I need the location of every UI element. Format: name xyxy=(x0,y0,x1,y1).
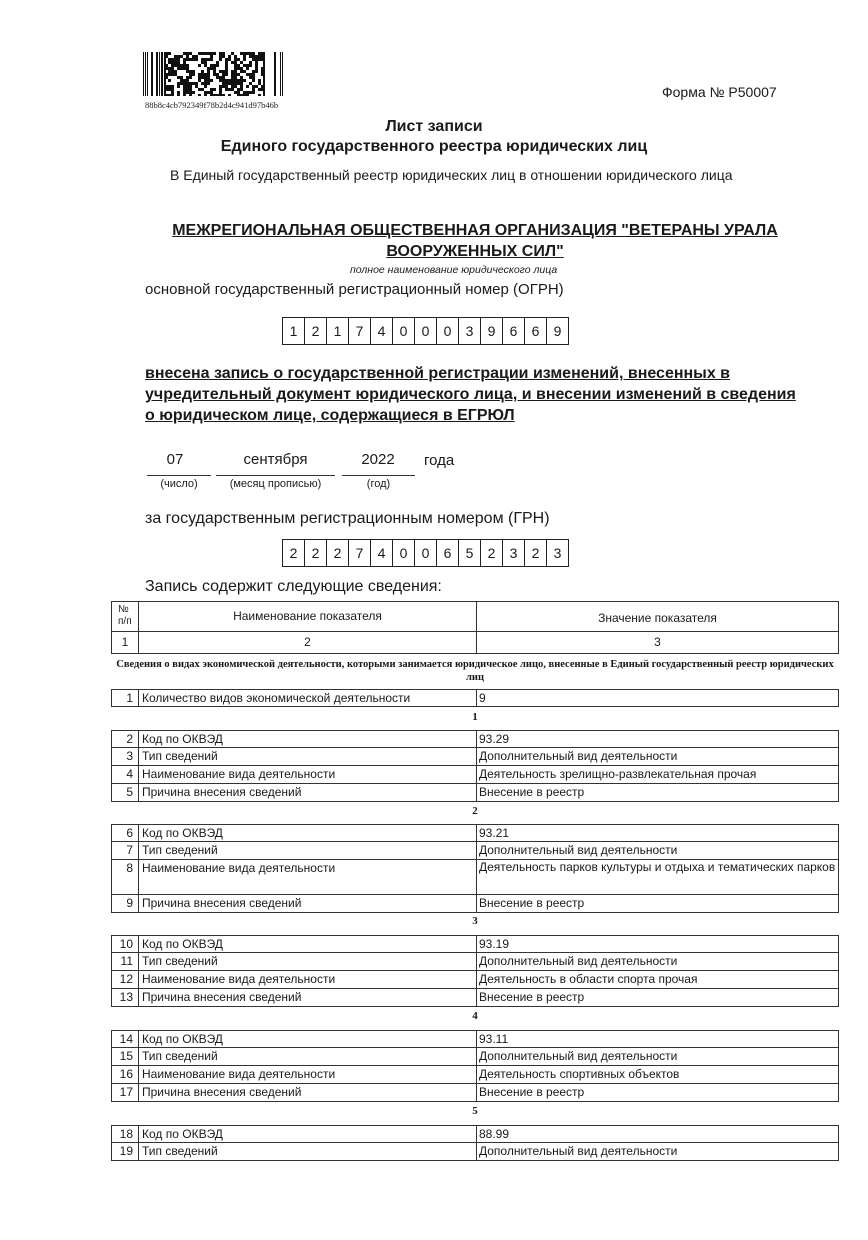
grn-label: за государственным регистрационным номером (ГРН) xyxy=(145,510,550,527)
grn-digit: 3 xyxy=(553,545,562,561)
row-value: Внесение в реестр xyxy=(477,784,839,802)
table-header xyxy=(111,601,839,632)
grn-digit: 2 xyxy=(283,540,305,566)
ogrn-digit: 6 xyxy=(525,318,547,344)
row-value: Дополнительный вид деятельности xyxy=(477,748,839,766)
row-name: Тип сведений xyxy=(139,1143,477,1161)
ogrn-digit: 0 xyxy=(437,318,459,344)
ogrn-number xyxy=(282,317,569,345)
row-number: 2 xyxy=(111,730,139,748)
table-row xyxy=(111,1084,839,1102)
table-row xyxy=(111,766,839,784)
row-number: 9 xyxy=(111,895,139,913)
row-number: 17 xyxy=(111,1084,139,1102)
row-value: Дополнительный вид деятельности xyxy=(477,953,839,971)
ogrn-digit: 1 xyxy=(327,318,349,344)
grn-digit: 0 xyxy=(415,540,437,566)
table-row xyxy=(111,784,839,802)
column-number-header: № п/п xyxy=(111,601,139,632)
contents-heading: Запись содержит следующие сведения: xyxy=(145,578,442,595)
group-label: 4 xyxy=(472,1010,478,1022)
barcode-image xyxy=(143,52,283,96)
row-value: Деятельность в области спорта прочая xyxy=(477,971,839,989)
row-name: Причина внесения сведений xyxy=(139,1084,477,1102)
row-value: Деятельность парков культуры и отдыха и тематических парков xyxy=(477,860,839,895)
row-name: Наименование вида деятельности xyxy=(139,971,477,989)
row-value: 88.99 xyxy=(477,1125,839,1143)
month-underline xyxy=(216,475,335,476)
ogrn-digit: 0 xyxy=(415,318,437,344)
ogrn-digit: 2 xyxy=(305,318,327,344)
section-title: Сведения о видах экономической деятельности, которыми занимается юридическое лицо, внесенные в Единый государственный реестр юридических лиц xyxy=(116,659,834,683)
row-number: 15 xyxy=(111,1048,139,1066)
row-name: Тип сведений xyxy=(139,953,477,971)
ogrn-digit: 9 xyxy=(481,318,503,344)
ogrn-digit: 6 xyxy=(503,318,525,344)
row-value: Дополнительный вид деятельности xyxy=(477,842,839,860)
grn-digit: 2 xyxy=(327,540,349,566)
organization-name-caption: полное наименование юридического лица xyxy=(350,264,558,276)
index-cell: 3 xyxy=(477,632,839,654)
grn-digit: 0 xyxy=(393,540,415,566)
table-row xyxy=(111,730,839,748)
row-number: 1 xyxy=(111,689,139,707)
document-title: Лист записи xyxy=(385,118,483,135)
grn-digit: 2 xyxy=(525,540,547,566)
row-number: 3 xyxy=(111,748,139,766)
table-row xyxy=(111,1125,839,1143)
grn-digit: 2 xyxy=(481,540,503,566)
table-row xyxy=(111,989,839,1007)
ogrn-digit: 3 xyxy=(459,318,481,344)
group-label: 2 xyxy=(472,805,478,817)
ogrn-digit: 7 xyxy=(349,318,371,344)
row-name: Тип сведений xyxy=(139,748,477,766)
row-value: Внесение в реестр xyxy=(477,1084,839,1102)
row-value: 93.29 xyxy=(477,730,839,748)
day-underline xyxy=(147,475,211,476)
table-row xyxy=(111,842,839,860)
year-word: года xyxy=(424,452,455,469)
row-number: 18 xyxy=(111,1125,139,1143)
row-number: 5 xyxy=(111,784,139,802)
row-number: 10 xyxy=(111,935,139,953)
grn-number xyxy=(282,539,569,567)
row-number: 7 xyxy=(111,842,139,860)
column-value-header: Значение показателя xyxy=(477,601,839,632)
row-name: Наименование вида деятельности xyxy=(139,860,477,895)
table-row xyxy=(111,895,839,913)
record-month: сентября xyxy=(243,451,308,468)
form-number: Форма № Р50007 xyxy=(662,84,777,100)
row-number: 12 xyxy=(111,971,139,989)
row-number: 8 xyxy=(111,860,139,895)
table-row xyxy=(111,860,839,895)
row-number: 4 xyxy=(111,766,139,784)
row-value: Дополнительный вид деятельности xyxy=(477,1143,839,1161)
month-caption: (месяц прописью) xyxy=(229,478,322,490)
table-row xyxy=(111,953,839,971)
document-subtitle: Единого государственного реестра юридических лиц xyxy=(220,138,648,155)
day-caption: (число) xyxy=(160,478,198,490)
row-value: Внесение в реестр xyxy=(477,895,839,913)
grn-digit: 7 xyxy=(349,540,371,566)
table-row xyxy=(111,1066,839,1084)
row-name: Количество видов экономической деятельности xyxy=(139,689,477,707)
group-label: 1 xyxy=(472,711,478,723)
grn-digit: 2 xyxy=(305,540,327,566)
row-name: Код по ОКВЭД xyxy=(139,935,477,953)
table-row xyxy=(111,1048,839,1066)
group-label: 5 xyxy=(472,1105,478,1117)
intro-text: В Единый государственный реестр юридических лиц в отношении юридического лица xyxy=(170,167,733,183)
ogrn-digit: 4 xyxy=(371,318,393,344)
record-description: внесена запись о государственной регистрации изменений, внесенных в учредительный документ юридического лица, и внесении изменений в сведения о юридическом лице, содержащиеся в ЕГРЮЛ xyxy=(145,365,796,424)
row-number: 6 xyxy=(111,824,139,842)
table-row xyxy=(111,748,839,766)
ogrn-digit: 9 xyxy=(553,323,562,339)
table-index-row xyxy=(111,632,839,654)
organization-name: МЕЖРЕГИОНАЛЬНАЯ ОБЩЕСТВЕННАЯ ОРГАНИЗАЦИЯ "ВЕТЕРАНЫ УРАЛА ВООРУЖЕННЫХ СИЛ" xyxy=(172,222,778,260)
table-row xyxy=(111,824,839,842)
row-name: Код по ОКВЭД xyxy=(139,1030,477,1048)
row-name: Причина внесения сведений xyxy=(139,784,477,802)
row-value: 93.19 xyxy=(477,935,839,953)
row-value: Деятельность зрелищно-развлекательная прочая xyxy=(477,766,839,784)
index-cell: 2 xyxy=(139,632,477,654)
row-name: Причина внесения сведений xyxy=(139,989,477,1007)
barcode-text: 88b8c4cb792349f78b2d4c941d97b46b xyxy=(145,100,279,110)
row-name: Наименование вида деятельности xyxy=(139,1066,477,1084)
ogrn-digit: 0 xyxy=(393,318,415,344)
row-name: Наименование вида деятельности xyxy=(139,766,477,784)
row-name: Тип сведений xyxy=(139,842,477,860)
index-cell: 1 xyxy=(111,632,139,654)
table-row xyxy=(111,1143,839,1161)
row-value: Внесение в реестр xyxy=(477,989,839,1007)
row-name: Код по ОКВЭД xyxy=(139,1125,477,1143)
grn-digit: 4 xyxy=(371,540,393,566)
grn-digit: 3 xyxy=(503,540,525,566)
row-name: Тип сведений xyxy=(139,1048,477,1066)
record-day: 07 xyxy=(166,451,184,468)
record-year: 2022 xyxy=(361,451,395,468)
row-name: Код по ОКВЭД xyxy=(139,824,477,842)
ogrn-digit: 1 xyxy=(283,318,305,344)
grn-digit: 5 xyxy=(459,540,481,566)
ogrn-label: основной государственный регистрационный номер (ОГРН) xyxy=(145,281,564,298)
grn-digit: 6 xyxy=(437,540,459,566)
year-caption: (год) xyxy=(366,478,391,490)
table-row xyxy=(111,689,839,707)
table-row xyxy=(111,971,839,989)
row-value: 9 xyxy=(477,689,839,707)
row-number: 19 xyxy=(111,1143,139,1161)
column-name-header: Наименование показателя xyxy=(139,601,477,632)
row-number: 14 xyxy=(111,1030,139,1048)
row-value: 93.11 xyxy=(477,1030,839,1048)
row-value: 93.21 xyxy=(477,824,839,842)
row-value: Дополнительный вид деятельности xyxy=(477,1048,839,1066)
table-row xyxy=(111,935,839,953)
year-underline xyxy=(342,475,415,476)
row-number: 13 xyxy=(111,989,139,1007)
row-value: Деятельность спортивных объектов xyxy=(477,1066,839,1084)
row-name: Причина внесения сведений xyxy=(139,895,477,913)
row-number: 11 xyxy=(111,953,139,971)
table-row xyxy=(111,1030,839,1048)
group-label: 3 xyxy=(472,915,478,927)
row-name: Код по ОКВЭД xyxy=(139,730,477,748)
row-number: 16 xyxy=(111,1066,139,1084)
